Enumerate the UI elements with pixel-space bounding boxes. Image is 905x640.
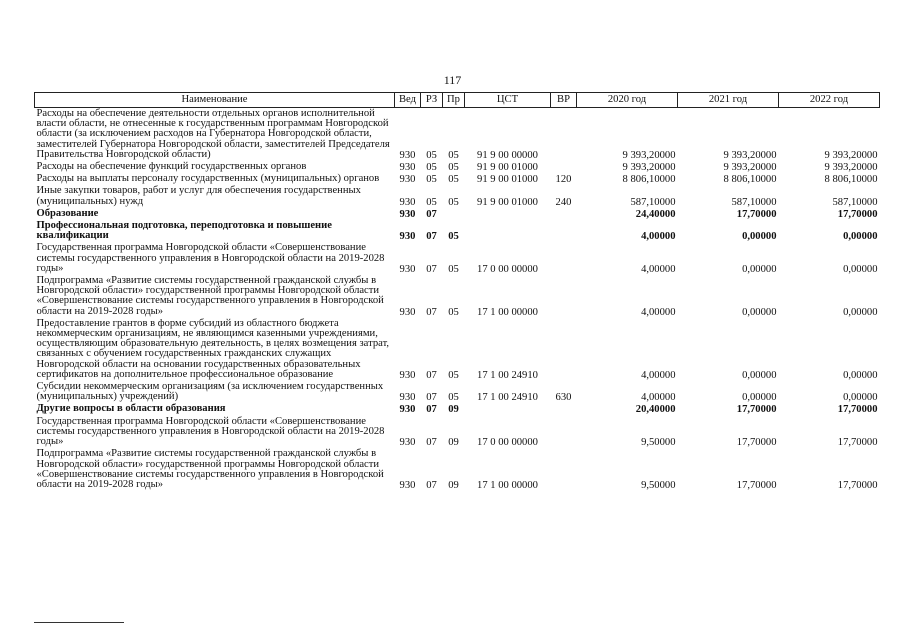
row-name: Расходы на выплаты персоналу государственных (муниципальных) органов xyxy=(36,173,380,185)
table-row xyxy=(35,318,880,381)
row-ved: 930 xyxy=(399,437,416,449)
row-ved: 930 xyxy=(399,149,416,161)
row-value-2021: 0,00000 xyxy=(742,306,777,318)
row-ved: 930 xyxy=(399,369,416,381)
row-value-2020: 8 806,10000 xyxy=(622,174,676,186)
row-pr: 09 xyxy=(448,479,459,491)
row-value-2020: 4,00000 xyxy=(641,263,676,275)
row-vr xyxy=(551,318,577,381)
row-cst: 91 9 00 01000 xyxy=(477,196,538,208)
table-body xyxy=(35,108,880,492)
row-name: Подпрограмма «Развитие системы государственной гражданской службы в Новгородской области» государственной программы Новгородской области «Совершенствование системы государственного управления в Новгородской области на 2019-2028 годы» xyxy=(36,275,384,317)
row-name: Государственная программа Новгородской области «Совершенствование системы государственного управления в Новгородской области на 2019-2028 годы» xyxy=(36,242,385,274)
row-name: Другие вопросы в области образования xyxy=(36,403,226,415)
row-name: Субсидии некоммерческим организациям (за исключением государственных (муниципальных) учреждений) xyxy=(36,381,384,403)
row-value-2022: 0,00000 xyxy=(843,306,878,318)
row-cst: 17 0 00 00000 xyxy=(477,263,538,275)
row-ved: 930 xyxy=(399,392,416,404)
table-row xyxy=(35,242,880,275)
table-row xyxy=(35,416,880,449)
row-value-2020: 24,40000 xyxy=(635,208,676,220)
row-rz: 07 xyxy=(426,306,437,318)
row-pr: 05 xyxy=(448,174,459,186)
row-cst: 17 1 00 00000 xyxy=(477,306,538,318)
row-vr xyxy=(551,108,577,162)
header-cst: ЦСТ xyxy=(465,93,551,108)
header-2020: 2020 год xyxy=(577,93,678,108)
row-value-2022: 17,70000 xyxy=(837,208,878,220)
row-vr xyxy=(551,220,577,242)
table-row xyxy=(35,381,880,403)
row-value-2022: 17,70000 xyxy=(837,437,878,449)
row-ved: 930 xyxy=(399,196,416,208)
row-pr: 09 xyxy=(448,437,459,449)
row-cst xyxy=(465,403,551,415)
row-vr: 120 xyxy=(555,174,572,186)
header-rz: РЗ xyxy=(421,93,443,108)
header-2022: 2022 год xyxy=(779,93,880,108)
row-value-2020: 9,50000 xyxy=(641,437,676,449)
row-value-2022: 9 393,20000 xyxy=(824,149,878,161)
row-value-2021: 0,00000 xyxy=(742,392,777,404)
row-pr: 05 xyxy=(448,306,459,318)
row-value-2021: 17,70000 xyxy=(736,479,777,491)
row-value-2020: 9,50000 xyxy=(641,479,676,491)
row-cst: 17 1 00 24910 xyxy=(477,392,538,404)
row-vr xyxy=(551,242,577,275)
row-ved: 930 xyxy=(399,231,416,243)
header-2021: 2021 год xyxy=(678,93,779,108)
row-ved: 930 xyxy=(399,263,416,275)
row-vr xyxy=(551,416,577,449)
row-pr: 05 xyxy=(448,149,459,161)
row-value-2020: 9 393,20000 xyxy=(622,149,676,161)
table-row xyxy=(35,448,880,491)
table-row xyxy=(35,108,880,162)
row-name: Иные закупки товаров, работ и услуг для обеспечения государственных (муниципальных) нужд xyxy=(36,185,361,207)
footnote-rule xyxy=(34,622,124,623)
row-value-2022: 17,70000 xyxy=(837,479,878,491)
page-number: 117 xyxy=(443,73,462,87)
row-value-2021: 587,10000 xyxy=(731,196,777,208)
row-rz: 05 xyxy=(426,196,437,208)
header-vr: ВР xyxy=(551,93,577,108)
table-row xyxy=(35,161,880,173)
row-value-2022: 8 806,10000 xyxy=(824,174,878,186)
row-value-2021: 9 393,20000 xyxy=(723,162,777,174)
row-name: Расходы на обеспечение деятельности отдельных органов исполнительной власти области, не отнесенные к государственным программам Новгородской области (за исключением расходов на Губернатора Новгородской области, заместителей Губернатора Новгородской области, заместителей Председателя Правительства Новгородской области) xyxy=(36,108,390,160)
row-name: Государственная программа Новгородской области «Совершенствование системы государственного управления в Новгородской области на 2019-2028 годы» xyxy=(36,415,385,448)
row-value-2022: 0,00000 xyxy=(843,263,878,275)
row-value-2020: 587,10000 xyxy=(630,196,676,208)
header-pr: Пр xyxy=(443,93,465,108)
row-name: Предоставление грантов в форме субсидий из областного бюджета некоммерческим организациям, не являющимся казенными учреждениями, осуществляющим образовательную деятельность, в целях возмещения затрат, связанных с обучением государственных гражданских служащих Новгородской области на основании государственных образовательных сертификатов на дополнительное профессиональное образование xyxy=(36,317,390,380)
row-value-2021: 17,70000 xyxy=(736,404,777,416)
row-pr: 05 xyxy=(448,231,459,243)
row-rz: 07 xyxy=(426,208,437,220)
row-value-2022: 17,70000 xyxy=(837,404,878,416)
table-row xyxy=(35,208,880,220)
row-pr: 05 xyxy=(448,196,459,208)
row-pr xyxy=(443,208,465,220)
row-value-2020: 4,00000 xyxy=(641,369,676,381)
row-vr: 240 xyxy=(555,196,572,208)
row-cst: 91 9 00 01000 xyxy=(477,174,538,186)
row-ved: 930 xyxy=(399,479,416,491)
row-value-2021: 17,70000 xyxy=(736,437,777,449)
row-vr xyxy=(551,448,577,491)
row-value-2021: 0,00000 xyxy=(742,231,777,243)
row-value-2021: 17,70000 xyxy=(736,208,777,220)
row-rz: 05 xyxy=(426,162,437,174)
row-ved: 930 xyxy=(399,208,416,220)
row-name: Образование xyxy=(36,207,99,219)
row-vr xyxy=(551,403,577,415)
row-value-2022: 587,10000 xyxy=(832,196,878,208)
row-rz: 07 xyxy=(426,479,437,491)
row-rz: 07 xyxy=(426,231,437,243)
row-pr: 05 xyxy=(448,369,459,381)
row-value-2020: 9 393,20000 xyxy=(622,162,676,174)
row-pr: 05 xyxy=(448,263,459,275)
row-value-2022: 0,00000 xyxy=(843,392,878,404)
row-cst: 17 0 00 00000 xyxy=(477,437,538,449)
row-value-2020: 4,00000 xyxy=(641,231,676,243)
table-row xyxy=(35,275,880,318)
row-value-2020: 4,00000 xyxy=(641,392,676,404)
budget-table xyxy=(34,92,880,491)
row-value-2022: 0,00000 xyxy=(843,369,878,381)
row-value-2022: 0,00000 xyxy=(843,231,878,243)
row-vr xyxy=(551,161,577,173)
row-value-2020: 20,40000 xyxy=(635,404,676,416)
row-ved: 930 xyxy=(399,404,416,416)
row-cst xyxy=(465,220,551,242)
row-rz: 07 xyxy=(426,404,437,416)
row-cst xyxy=(465,208,551,220)
row-name: Профессиональная подготовка, переподготовка и повышение квалификации xyxy=(36,220,332,242)
row-value-2021: 0,00000 xyxy=(742,263,777,275)
row-pr: 05 xyxy=(448,392,459,404)
row-rz: 07 xyxy=(426,369,437,381)
row-vr xyxy=(551,208,577,220)
row-ved: 930 xyxy=(399,174,416,186)
row-rz: 07 xyxy=(426,392,437,404)
header-name: Наименование xyxy=(35,93,395,108)
table-row xyxy=(35,403,880,415)
row-value-2021: 9 393,20000 xyxy=(723,149,777,161)
row-cst: 17 1 00 24910 xyxy=(477,369,538,381)
row-vr: 630 xyxy=(555,392,572,404)
row-value-2021: 8 806,10000 xyxy=(723,174,777,186)
row-rz: 05 xyxy=(426,174,437,186)
row-cst: 17 1 00 00000 xyxy=(477,479,538,491)
row-pr: 05 xyxy=(448,162,459,174)
row-pr: 09 xyxy=(448,404,459,416)
row-cst: 91 9 00 01000 xyxy=(477,162,538,174)
table-row xyxy=(35,185,880,207)
table-header-row xyxy=(35,93,880,108)
row-value-2021: 0,00000 xyxy=(742,369,777,381)
table-row xyxy=(35,173,880,185)
row-vr xyxy=(551,275,577,318)
row-name: Подпрограмма «Развитие системы государственной гражданской службы в Новгородской области» государственной программы Новгородской области «Совершенствование системы государственного управления в Новгородской области на 2019-2028 годы» xyxy=(36,448,384,490)
row-name: Расходы на обеспечение функций государственных органов xyxy=(36,161,307,173)
row-ved: 930 xyxy=(399,162,416,174)
row-rz: 07 xyxy=(426,263,437,275)
row-value-2020: 4,00000 xyxy=(641,306,676,318)
row-value-2022: 9 393,20000 xyxy=(824,162,878,174)
row-cst: 91 9 00 00000 xyxy=(477,149,538,161)
row-rz: 05 xyxy=(426,149,437,161)
row-rz: 07 xyxy=(426,437,437,449)
row-ved: 930 xyxy=(399,306,416,318)
table-row xyxy=(35,220,880,242)
header-ved: Вед xyxy=(395,93,421,108)
